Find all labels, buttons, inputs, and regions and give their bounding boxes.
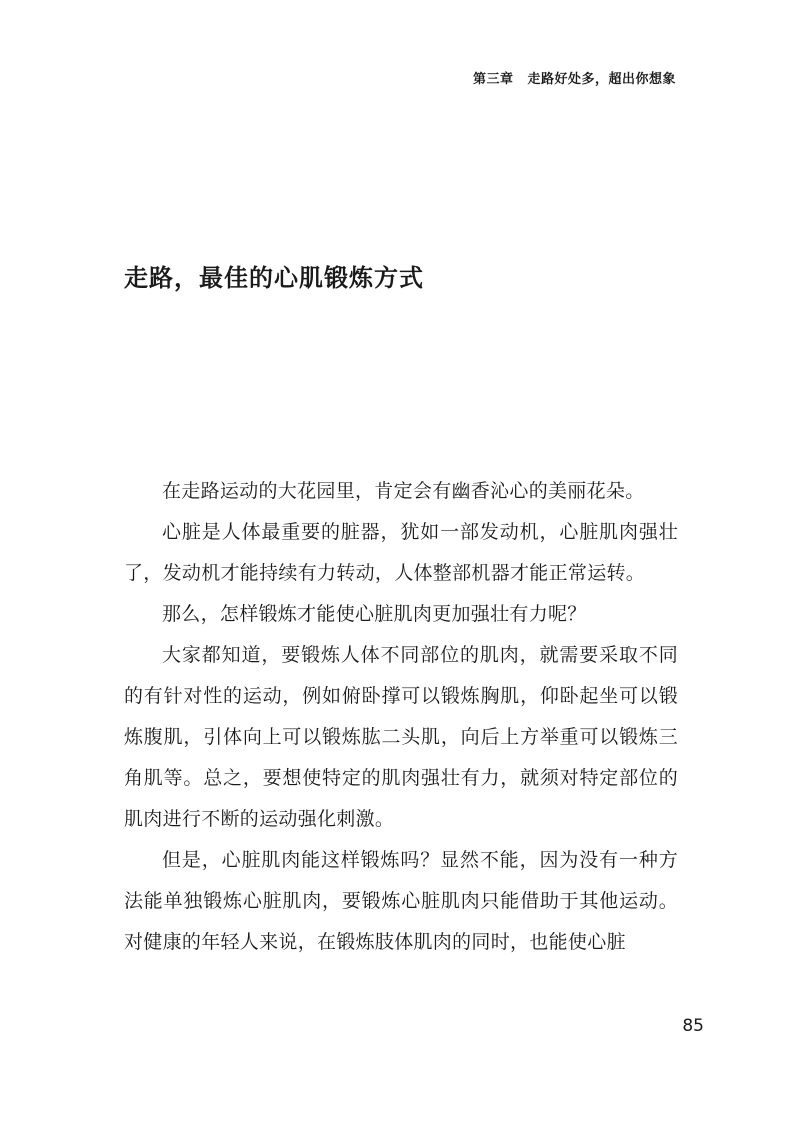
chapter-number: 第三章 <box>472 72 514 87</box>
paragraph: 在走路运动的大花园里，肯定会有幽香沁心的美丽花朵。 <box>162 480 645 502</box>
paragraph: 心脏是人体最重要的脏器，犹如一部发动机，心脏肌肉强壮了，发动机才能持续有力转动，人体整部机器才能正常运转。 <box>124 521 678 584</box>
paragraph: 但是，心脏肌肉能这样锻炼吗？显然不能，因为没有一种方法能单独锻炼心脏肌肉，要锻炼心脏肌肉只能借助于其他运动。对健康的年轻人来说，在锻炼肢体肌肉的同时，也能使心脏 <box>124 849 678 953</box>
body-text <box>124 471 678 963</box>
section-title: 走路，最佳的心肌锻炼方式 <box>124 264 424 292</box>
page-number: 85 <box>682 1016 704 1036</box>
running-header <box>473 68 676 87</box>
paragraph: 大家都知道，要锻炼人体不同部位的肌肉，就需要采取不同的有针对性的运动，例如俯卧撑可以锻炼胸肌，仰卧起坐可以锻炼腹肌，引体向上可以锻炼肱二头肌，向后上方举重可以锻炼三角肌等。总之，要想使特定的肌肉强壮有力，就须对特定部位的肌肉进行不断的运动强化刺激。 <box>124 644 678 830</box>
chapter-title: 走路好处多，超出你想象 <box>527 72 676 87</box>
paragraph: 那么，怎样锻炼才能使心脏肌肉更加强壮有力呢？ <box>162 603 587 625</box>
